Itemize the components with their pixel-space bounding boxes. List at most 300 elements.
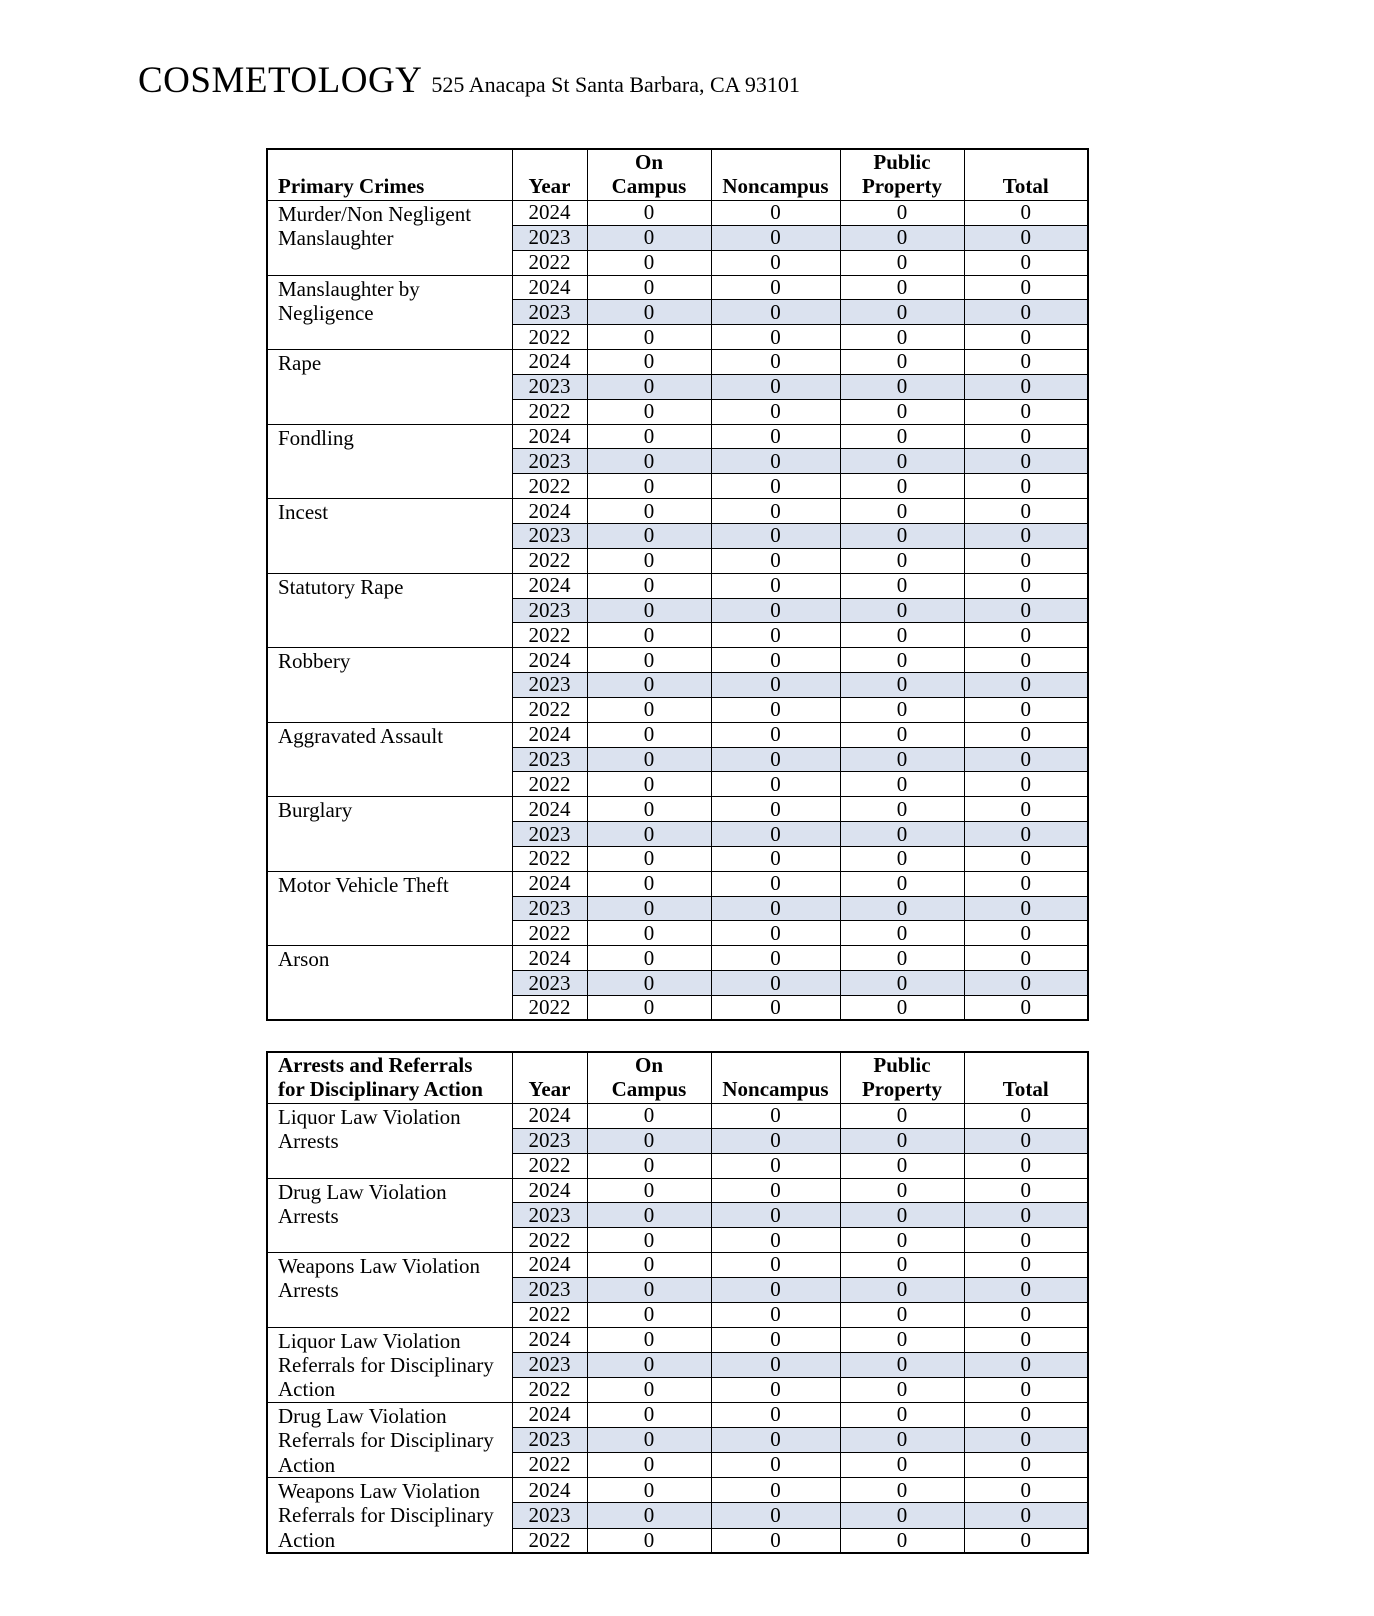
value-cell-noncampus: 0 — [711, 797, 840, 822]
data-row — [267, 797, 1088, 822]
value-cell-total: 0 — [964, 523, 1088, 548]
value-cell-noncampus: 0 — [711, 896, 840, 921]
value-cell-on-campus: 0 — [587, 1352, 711, 1377]
category-cell: Liquor Law Violation Referrals for Disciplinary Action — [267, 1327, 512, 1402]
value-cell-on-campus: 0 — [587, 1528, 711, 1553]
year-cell: 2023 — [512, 971, 587, 996]
value-cell-on-campus: 0 — [587, 747, 711, 772]
value-cell-on-campus: 0 — [587, 1178, 711, 1203]
year-cell: 2023 — [512, 1277, 587, 1302]
value-cell-noncampus: 0 — [711, 424, 840, 449]
year-cell: 2024 — [512, 648, 587, 673]
value-cell-noncampus: 0 — [711, 350, 840, 375]
year-cell: 2024 — [512, 499, 587, 524]
value-cell-public-property: 0 — [840, 1478, 964, 1503]
value-cell-total: 0 — [964, 548, 1088, 573]
year-cell: 2022 — [512, 1228, 587, 1253]
data-row — [267, 1402, 1088, 1427]
year-cell: 2023 — [512, 673, 587, 698]
value-cell-noncampus: 0 — [711, 449, 840, 474]
value-cell-noncampus: 0 — [711, 1503, 840, 1528]
value-cell-on-campus: 0 — [587, 449, 711, 474]
value-cell-total: 0 — [964, 896, 1088, 921]
value-cell-noncampus: 0 — [711, 474, 840, 499]
year-cell: 2023 — [512, 1503, 587, 1528]
value-cell-noncampus: 0 — [711, 1104, 840, 1129]
value-cell-on-campus: 0 — [587, 300, 711, 325]
value-cell-on-campus: 0 — [587, 225, 711, 250]
value-cell-on-campus: 0 — [587, 797, 711, 822]
column-header-public-property: Public Property — [840, 149, 964, 201]
value-cell-noncampus: 0 — [711, 697, 840, 722]
value-cell-total: 0 — [964, 747, 1088, 772]
value-cell-on-campus: 0 — [587, 350, 711, 375]
value-cell-public-property: 0 — [840, 225, 964, 250]
value-cell-public-property: 0 — [840, 1427, 964, 1452]
value-cell-total: 0 — [964, 697, 1088, 722]
category-cell: Incest — [267, 499, 512, 574]
year-cell: 2022 — [512, 474, 587, 499]
value-cell-public-property: 0 — [840, 921, 964, 946]
value-cell-public-property: 0 — [840, 374, 964, 399]
value-cell-public-property: 0 — [840, 772, 964, 797]
value-cell-noncampus: 0 — [711, 772, 840, 797]
year-cell: 2023 — [512, 896, 587, 921]
value-cell-noncampus: 0 — [711, 722, 840, 747]
value-cell-total: 0 — [964, 225, 1088, 250]
value-cell-total: 0 — [964, 648, 1088, 673]
value-cell-total: 0 — [964, 1478, 1088, 1503]
value-cell-noncampus: 0 — [711, 1228, 840, 1253]
value-cell-noncampus: 0 — [711, 747, 840, 772]
value-cell-public-property: 0 — [840, 325, 964, 350]
year-cell: 2022 — [512, 1377, 587, 1402]
value-cell-total: 0 — [964, 300, 1088, 325]
year-cell: 2022 — [512, 548, 587, 573]
value-cell-on-campus: 0 — [587, 1302, 711, 1327]
category-cell: Motor Vehicle Theft — [267, 871, 512, 946]
value-cell-noncampus: 0 — [711, 673, 840, 698]
year-cell: 2022 — [512, 921, 587, 946]
year-cell: 2022 — [512, 846, 587, 871]
category-cell: Liquor Law Violation Arrests — [267, 1104, 512, 1179]
value-cell-noncampus: 0 — [711, 946, 840, 971]
value-cell-public-property: 0 — [840, 1178, 964, 1203]
value-cell-public-property: 0 — [840, 399, 964, 424]
arrests-referrals-section — [266, 1051, 1089, 1554]
column-header-category: Primary Crimes — [267, 149, 512, 201]
column-header-on-campus: On Campus — [587, 149, 711, 201]
value-cell-public-property: 0 — [840, 697, 964, 722]
data-row — [267, 350, 1088, 375]
category-cell: Rape — [267, 350, 512, 425]
category-cell: Arson — [267, 946, 512, 1021]
value-cell-on-campus: 0 — [587, 1277, 711, 1302]
column-header-year: Year — [512, 1052, 587, 1104]
value-cell-noncampus: 0 — [711, 1377, 840, 1402]
value-cell-noncampus: 0 — [711, 822, 840, 847]
value-cell-on-campus: 0 — [587, 548, 711, 573]
column-header-on-campus: On Campus — [587, 1052, 711, 1104]
value-cell-public-property: 0 — [840, 946, 964, 971]
value-cell-total: 0 — [964, 971, 1088, 996]
value-cell-total: 0 — [964, 1128, 1088, 1153]
value-cell-public-property: 0 — [840, 201, 964, 226]
year-cell: 2024 — [512, 350, 587, 375]
data-row — [267, 201, 1088, 226]
value-cell-on-campus: 0 — [587, 1427, 711, 1452]
value-cell-noncampus: 0 — [711, 1153, 840, 1178]
value-cell-public-property: 0 — [840, 1503, 964, 1528]
data-row — [267, 1327, 1088, 1352]
value-cell-public-property: 0 — [840, 797, 964, 822]
category-cell: Fondling — [267, 424, 512, 499]
column-header-noncampus: Noncampus — [711, 1052, 840, 1104]
value-cell-total: 0 — [964, 996, 1088, 1021]
value-cell-total: 0 — [964, 1178, 1088, 1203]
value-cell-noncampus: 0 — [711, 1402, 840, 1427]
category-cell: Drug Law Violation Arrests — [267, 1178, 512, 1253]
value-cell-on-campus: 0 — [587, 971, 711, 996]
value-cell-total: 0 — [964, 598, 1088, 623]
data-row — [267, 1478, 1088, 1503]
value-cell-on-campus: 0 — [587, 1478, 711, 1503]
year-cell: 2024 — [512, 1402, 587, 1427]
value-cell-on-campus: 0 — [587, 1104, 711, 1129]
value-cell-on-campus: 0 — [587, 921, 711, 946]
value-cell-public-property: 0 — [840, 846, 964, 871]
year-cell: 2022 — [512, 996, 587, 1021]
arrests-referrals-table — [266, 1051, 1089, 1554]
value-cell-public-property: 0 — [840, 300, 964, 325]
year-cell: 2024 — [512, 201, 587, 226]
year-cell: 2024 — [512, 1478, 587, 1503]
value-cell-noncampus: 0 — [711, 374, 840, 399]
value-cell-on-campus: 0 — [587, 1128, 711, 1153]
value-cell-on-campus: 0 — [587, 1402, 711, 1427]
value-cell-public-property: 0 — [840, 722, 964, 747]
category-cell: Weapons Law Violation Arrests — [267, 1253, 512, 1328]
year-cell: 2024 — [512, 275, 587, 300]
value-cell-noncampus: 0 — [711, 275, 840, 300]
institution-title: COSMETOLOGY — [138, 60, 423, 101]
category-cell: Manslaughter by Negligence — [267, 275, 512, 350]
value-cell-public-property: 0 — [840, 673, 964, 698]
value-cell-on-campus: 0 — [587, 697, 711, 722]
value-cell-noncampus: 0 — [711, 250, 840, 275]
year-cell: 2023 — [512, 523, 587, 548]
value-cell-on-campus: 0 — [587, 822, 711, 847]
data-row — [267, 573, 1088, 598]
value-cell-public-property: 0 — [840, 1452, 964, 1477]
value-cell-total: 0 — [964, 1452, 1088, 1477]
value-cell-on-campus: 0 — [587, 1503, 711, 1528]
value-cell-public-property: 0 — [840, 424, 964, 449]
value-cell-public-property: 0 — [840, 1377, 964, 1402]
value-cell-total: 0 — [964, 474, 1088, 499]
value-cell-public-property: 0 — [840, 350, 964, 375]
value-cell-public-property: 0 — [840, 822, 964, 847]
value-cell-total: 0 — [964, 449, 1088, 474]
column-header-noncampus: Noncampus — [711, 149, 840, 201]
value-cell-on-campus: 0 — [587, 772, 711, 797]
data-row — [267, 722, 1088, 747]
year-cell: 2024 — [512, 1253, 587, 1278]
value-cell-noncampus: 0 — [711, 1427, 840, 1452]
data-row — [267, 946, 1088, 971]
data-row — [267, 424, 1088, 449]
value-cell-total: 0 — [964, 424, 1088, 449]
column-header-public-property: Public Property — [840, 1052, 964, 1104]
value-cell-on-campus: 0 — [587, 871, 711, 896]
value-cell-public-property: 0 — [840, 623, 964, 648]
value-cell-total: 0 — [964, 1277, 1088, 1302]
value-cell-on-campus: 0 — [587, 996, 711, 1021]
value-cell-public-property: 0 — [840, 1352, 964, 1377]
category-cell: Drug Law Violation Referrals for Disciplinary Action — [267, 1402, 512, 1477]
data-row — [267, 1104, 1088, 1129]
value-cell-on-campus: 0 — [587, 673, 711, 698]
value-cell-on-campus: 0 — [587, 399, 711, 424]
year-cell: 2023 — [512, 449, 587, 474]
value-cell-public-property: 0 — [840, 996, 964, 1021]
column-header-year: Year — [512, 149, 587, 201]
year-cell: 2022 — [512, 325, 587, 350]
value-cell-public-property: 0 — [840, 523, 964, 548]
value-cell-public-property: 0 — [840, 1104, 964, 1129]
value-cell-noncampus: 0 — [711, 1128, 840, 1153]
year-cell: 2023 — [512, 598, 587, 623]
value-cell-total: 0 — [964, 1377, 1088, 1402]
value-cell-on-campus: 0 — [587, 325, 711, 350]
category-cell: Aggravated Assault — [267, 722, 512, 797]
header-row — [267, 1052, 1088, 1104]
value-cell-noncampus: 0 — [711, 1203, 840, 1228]
year-cell: 2024 — [512, 722, 587, 747]
value-cell-noncampus: 0 — [711, 1352, 840, 1377]
year-cell: 2022 — [512, 399, 587, 424]
value-cell-on-campus: 0 — [587, 598, 711, 623]
value-cell-on-campus: 0 — [587, 474, 711, 499]
column-header-total: Total — [964, 149, 1088, 201]
value-cell-noncampus: 0 — [711, 1528, 840, 1553]
year-cell: 2022 — [512, 1153, 587, 1178]
value-cell-on-campus: 0 — [587, 1327, 711, 1352]
year-cell: 2022 — [512, 1302, 587, 1327]
year-cell: 2023 — [512, 822, 587, 847]
data-row — [267, 1253, 1088, 1278]
value-cell-noncampus: 0 — [711, 846, 840, 871]
value-cell-public-property: 0 — [840, 1277, 964, 1302]
year-cell: 2024 — [512, 573, 587, 598]
value-cell-total: 0 — [964, 623, 1088, 648]
value-cell-public-property: 0 — [840, 971, 964, 996]
value-cell-noncampus: 0 — [711, 499, 840, 524]
value-cell-total: 0 — [964, 772, 1088, 797]
data-row — [267, 1178, 1088, 1203]
value-cell-noncampus: 0 — [711, 325, 840, 350]
value-cell-total: 0 — [964, 1104, 1088, 1129]
data-row — [267, 871, 1088, 896]
year-cell: 2022 — [512, 1528, 587, 1553]
value-cell-public-property: 0 — [840, 499, 964, 524]
value-cell-total: 0 — [964, 1503, 1088, 1528]
value-cell-total: 0 — [964, 1327, 1088, 1352]
value-cell-on-campus: 0 — [587, 846, 711, 871]
header-row — [267, 149, 1088, 201]
institution-address: 525 Anacapa St Santa Barbara, CA 93101 — [431, 72, 800, 97]
value-cell-total: 0 — [964, 1302, 1088, 1327]
value-cell-on-campus: 0 — [587, 201, 711, 226]
category-cell: Murder/Non Negligent Manslaughter — [267, 201, 512, 276]
value-cell-noncampus: 0 — [711, 523, 840, 548]
value-cell-total: 0 — [964, 1228, 1088, 1253]
value-cell-public-property: 0 — [840, 1253, 964, 1278]
value-cell-public-property: 0 — [840, 1128, 964, 1153]
value-cell-noncampus: 0 — [711, 871, 840, 896]
value-cell-on-campus: 0 — [587, 896, 711, 921]
year-cell: 2022 — [512, 1452, 587, 1477]
value-cell-on-campus: 0 — [587, 1153, 711, 1178]
value-cell-on-campus: 0 — [587, 250, 711, 275]
value-cell-total: 0 — [964, 673, 1088, 698]
value-cell-public-property: 0 — [840, 896, 964, 921]
value-cell-noncampus: 0 — [711, 996, 840, 1021]
value-cell-public-property: 0 — [840, 1402, 964, 1427]
value-cell-public-property: 0 — [840, 648, 964, 673]
value-cell-on-campus: 0 — [587, 1203, 711, 1228]
value-cell-on-campus: 0 — [587, 1377, 711, 1402]
value-cell-public-property: 0 — [840, 275, 964, 300]
category-cell: Statutory Rape — [267, 573, 512, 648]
value-cell-public-property: 0 — [840, 474, 964, 499]
value-cell-noncampus: 0 — [711, 623, 840, 648]
value-cell-total: 0 — [964, 1427, 1088, 1452]
value-cell-on-campus: 0 — [587, 1452, 711, 1477]
year-cell: 2022 — [512, 250, 587, 275]
column-header-total: Total — [964, 1052, 1088, 1104]
value-cell-noncampus: 0 — [711, 648, 840, 673]
year-cell: 2023 — [512, 374, 587, 399]
year-cell: 2023 — [512, 1203, 587, 1228]
value-cell-total: 0 — [964, 921, 1088, 946]
column-header-category: Arrests and Referrals for Disciplinary Action — [267, 1052, 512, 1104]
year-cell: 2022 — [512, 772, 587, 797]
value-cell-noncampus: 0 — [711, 225, 840, 250]
value-cell-noncampus: 0 — [711, 399, 840, 424]
year-cell: 2024 — [512, 946, 587, 971]
year-cell: 2022 — [512, 697, 587, 722]
value-cell-noncampus: 0 — [711, 1253, 840, 1278]
value-cell-public-property: 0 — [840, 1153, 964, 1178]
data-row — [267, 275, 1088, 300]
data-row — [267, 648, 1088, 673]
value-cell-public-property: 0 — [840, 747, 964, 772]
year-cell: 2024 — [512, 1104, 587, 1129]
value-cell-public-property: 0 — [840, 1203, 964, 1228]
primary-crimes-table — [266, 148, 1089, 1021]
value-cell-total: 0 — [964, 250, 1088, 275]
value-cell-total: 0 — [964, 946, 1088, 971]
value-cell-public-property: 0 — [840, 1228, 964, 1253]
value-cell-on-campus: 0 — [587, 946, 711, 971]
year-cell: 2024 — [512, 871, 587, 896]
value-cell-public-property: 0 — [840, 598, 964, 623]
value-cell-noncampus: 0 — [711, 1478, 840, 1503]
value-cell-total: 0 — [964, 846, 1088, 871]
value-cell-total: 0 — [964, 350, 1088, 375]
value-cell-on-campus: 0 — [587, 1228, 711, 1253]
value-cell-noncampus: 0 — [711, 598, 840, 623]
value-cell-public-property: 0 — [840, 250, 964, 275]
value-cell-total: 0 — [964, 822, 1088, 847]
value-cell-public-property: 0 — [840, 1528, 964, 1553]
value-cell-total: 0 — [964, 399, 1088, 424]
value-cell-noncampus: 0 — [711, 1327, 840, 1352]
value-cell-total: 0 — [964, 1352, 1088, 1377]
value-cell-noncampus: 0 — [711, 573, 840, 598]
value-cell-noncampus: 0 — [711, 1302, 840, 1327]
document-header — [138, 59, 800, 102]
value-cell-public-property: 0 — [840, 449, 964, 474]
value-cell-on-campus: 0 — [587, 523, 711, 548]
value-cell-on-campus: 0 — [587, 722, 711, 747]
value-cell-noncampus: 0 — [711, 548, 840, 573]
value-cell-on-campus: 0 — [587, 499, 711, 524]
value-cell-total: 0 — [964, 201, 1088, 226]
value-cell-total: 0 — [964, 325, 1088, 350]
value-cell-on-campus: 0 — [587, 623, 711, 648]
year-cell: 2023 — [512, 1352, 587, 1377]
value-cell-total: 0 — [964, 275, 1088, 300]
value-cell-on-campus: 0 — [587, 573, 711, 598]
value-cell-total: 0 — [964, 1528, 1088, 1553]
value-cell-total: 0 — [964, 797, 1088, 822]
year-cell: 2023 — [512, 1128, 587, 1153]
value-cell-total: 0 — [964, 1253, 1088, 1278]
value-cell-noncampus: 0 — [711, 201, 840, 226]
value-cell-total: 0 — [964, 1203, 1088, 1228]
data-row — [267, 499, 1088, 524]
value-cell-noncampus: 0 — [711, 1277, 840, 1302]
category-cell: Weapons Law Violation Referrals for Disciplinary Action — [267, 1478, 512, 1554]
category-cell: Robbery — [267, 648, 512, 723]
value-cell-noncampus: 0 — [711, 921, 840, 946]
value-cell-public-property: 0 — [840, 573, 964, 598]
value-cell-public-property: 0 — [840, 1302, 964, 1327]
value-cell-on-campus: 0 — [587, 1253, 711, 1278]
year-cell: 2024 — [512, 1327, 587, 1352]
value-cell-noncampus: 0 — [711, 1178, 840, 1203]
year-cell: 2023 — [512, 747, 587, 772]
value-cell-total: 0 — [964, 871, 1088, 896]
value-cell-noncampus: 0 — [711, 971, 840, 996]
value-cell-total: 0 — [964, 722, 1088, 747]
year-cell: 2023 — [512, 300, 587, 325]
value-cell-on-campus: 0 — [587, 424, 711, 449]
year-cell: 2024 — [512, 797, 587, 822]
value-cell-public-property: 0 — [840, 871, 964, 896]
value-cell-on-campus: 0 — [587, 275, 711, 300]
value-cell-public-property: 0 — [840, 1327, 964, 1352]
value-cell-on-campus: 0 — [587, 374, 711, 399]
year-cell: 2023 — [512, 225, 587, 250]
value-cell-noncampus: 0 — [711, 300, 840, 325]
value-cell-noncampus: 0 — [711, 1452, 840, 1477]
value-cell-total: 0 — [964, 499, 1088, 524]
year-cell: 2022 — [512, 623, 587, 648]
value-cell-total: 0 — [964, 1153, 1088, 1178]
